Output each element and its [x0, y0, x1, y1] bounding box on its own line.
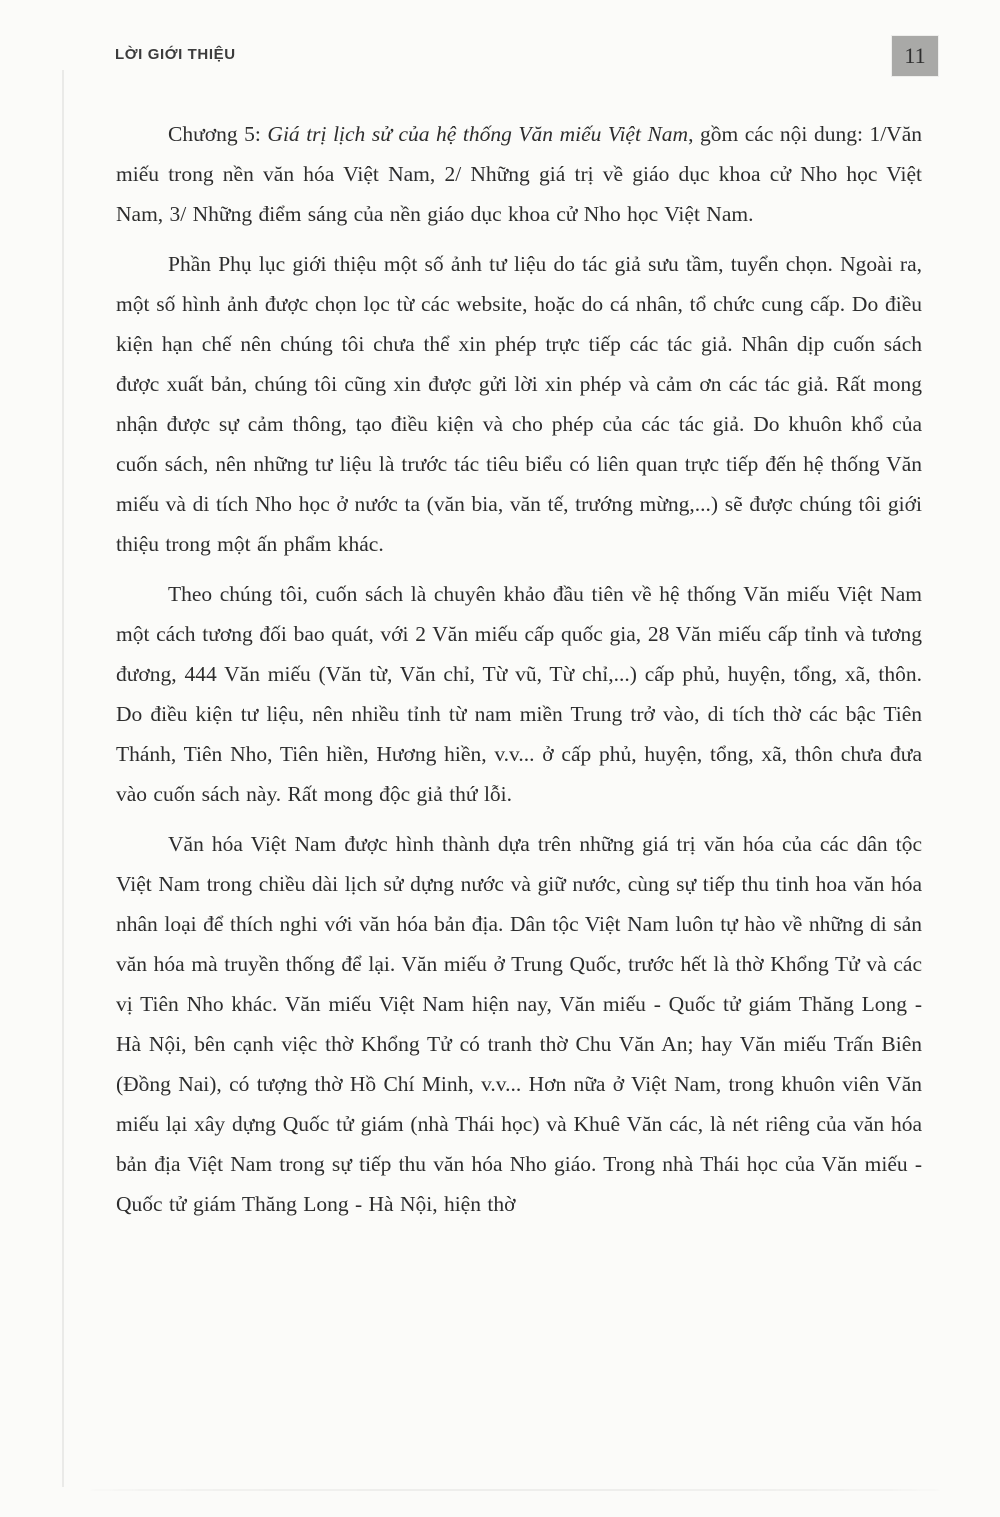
paragraph-lead: Chương 5: [168, 122, 268, 146]
chapter-title-italic: Giá trị lịch sử của hệ thống Văn miếu Việt Nam [267, 122, 689, 146]
page-header [115, 36, 938, 76]
paragraph-culture: Văn hóa Việt Nam được hình thành dựa trên những giá trị văn hóa của các dân tộc Việt Nam trong chiều dài lịch sử dựng nước và giữ nước, cùng sự tiếp thu tinh hoa văn hóa nhân loại để thích nghi với văn hóa bản địa. Dân tộc Việt Nam luôn tự hào về những di sản văn hóa mà truyền thống để lại. Văn miếu ở Trung Quốc, trước hết là thờ Khổng Tử và các vị Tiên Nho khác. Văn miếu Việt Nam hiện nay, Văn miếu - Quốc tử giám Thăng Long - Hà Nội, bên cạnh việc thờ Khổng Tử có tranh thờ Chu Văn An; hay Văn miếu Trấn Biên (Đồng Nai), có tượng thờ Hồ Chí Minh, v.v... Hơn nữa ở Việt Nam, trong khuôn viên Văn miếu lại xây dựng Quốc tử giám (nhà Thái học) và Khuê Văn các, là nét riêng của văn hóa bản địa Việt Nam trong sự tiếp thu văn hóa Nho giáo. Trong nhà Thái học của Văn miếu - Quốc tử giám Thăng Long - Hà Nội, hiện thờ [116, 832, 922, 1216]
paragraph-chapter-5 [116, 114, 922, 234]
running-header: LỜI GIỚI THIỆU [115, 46, 236, 63]
page-number-box [892, 36, 938, 76]
page-edge-shadow-bottom [90, 1489, 940, 1491]
page-edge-shadow-left [62, 70, 64, 1487]
page-number: 11 [904, 43, 926, 68]
paragraph-monograph: Theo chúng tôi, cuốn sách là chuyên khảo đầu tiên về hệ thống Văn miếu Việt Nam một cách tương đối bao quát, với 2 Văn miếu cấp quốc gia, 28 Văn miếu cấp tỉnh và tương đương, 444 Văn miếu (Văn từ, Văn chỉ, Từ vũ, Từ chỉ,...) cấp phủ, huyện, tổng, xã, thôn. Do điều kiện tư liệu, nên nhiều tỉnh từ nam miền Trung trở vào, di tích thờ các bậc Tiên Thánh, Tiên Nho, Tiên hiền, Hương hiền, v.v... ở cấp phủ, huyện, tổng, xã, thôn chưa đưa vào cuốn sách này. Rất mong độc giả thứ lỗi. [116, 582, 922, 806]
page-body [116, 114, 922, 1224]
paragraph-rest: , gồm các nội dung: 1/Văn miếu trong nền văn hóa Việt Nam, 2/ Những giá trị về giáo dục khoa cử Nho học Việt Nam, 3/ Những điểm sáng của nền giáo dục khoa cử Nho học Việt Nam. [116, 122, 923, 226]
paragraph-appendix: Phần Phụ lục giới thiệu một số ảnh tư liệu do tác giả sưu tầm, tuyển chọn. Ngoài ra, một số hình ảnh được chọn lọc từ các website, hoặc do cá nhân, tổ chức cung cấp. Do điều kiện hạn chế nên chúng tôi chưa thể xin phép trực tiếp các tác giả. Nhân dịp cuốn sách được xuất bản, chúng tôi cũng xin được gửi lời xin phép và cảm ơn các tác giả. Rất mong nhận được sự cảm thông, tạo điều kiện và cho phép của các tác giả. Do khuôn khổ của cuốn sách, nên những tư liệu là trước tác tiêu biểu có liên quan trực tiếp đến hệ thống Văn miếu và di tích Nho học ở nước ta (văn bia, văn tế, trướng mừng,...) sẽ được chúng tôi giới thiệu trong một ấn phẩm khác. [116, 252, 922, 556]
